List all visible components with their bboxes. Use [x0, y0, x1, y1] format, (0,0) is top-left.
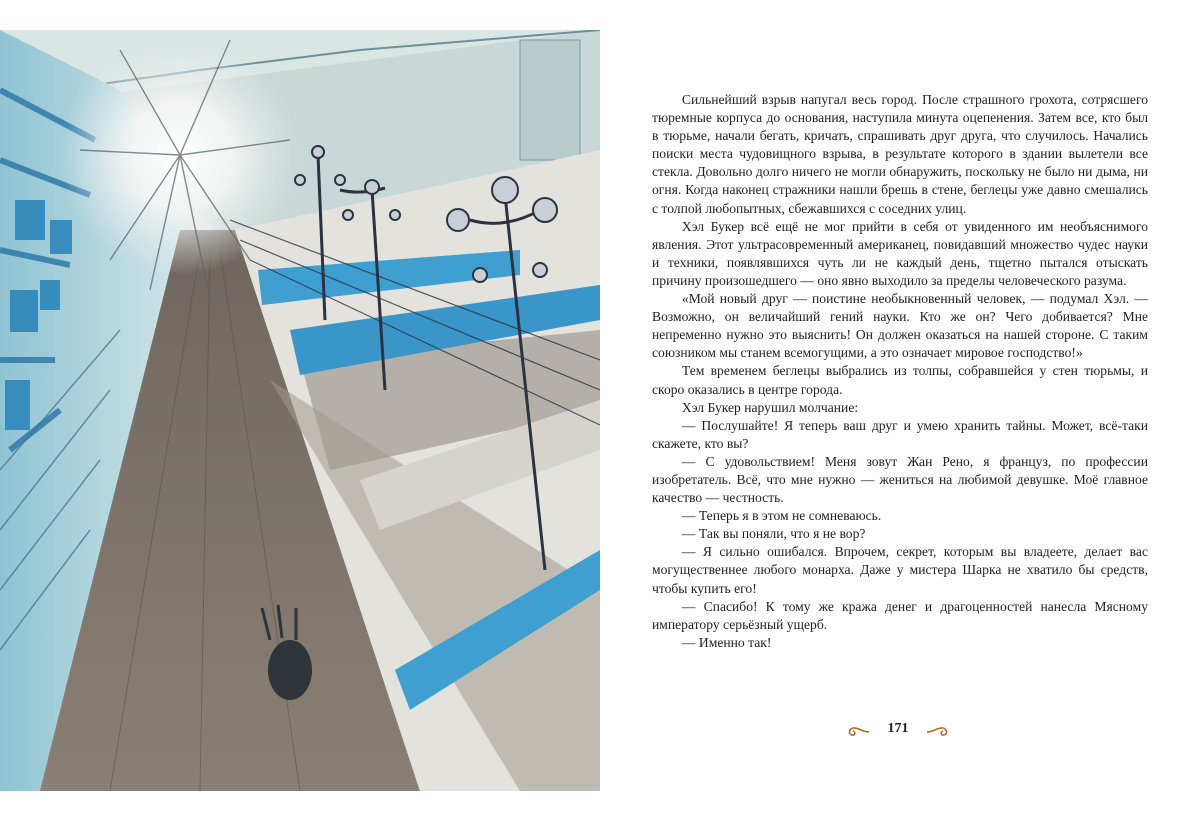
paragraph: Хэл Букер нарушил молчание:	[681, 399, 859, 415]
illustration-painting	[0, 30, 600, 791]
folio	[848, 719, 948, 743]
dialogue-line: — С удовольствием! Меня зовут Жан Рено, я француз, по профессии изобретатель. Всё, что мне нужно — жениться на любимой девушке. Моё главное качество — честность.	[652, 453, 1148, 506]
page-number: 171	[887, 721, 909, 736]
watch-tower	[520, 40, 580, 160]
dialogue-line: — Я сильно ошибался. Впрочем, секрет, которым вы владеете, делает вас могущественнее любого монарха. Даже у мистера Шарка не хватило бы средств, чтобы купить его!	[652, 544, 1148, 596]
dialogue-line: — Именно так!	[681, 634, 772, 650]
scroll-flourish-icon	[926, 725, 952, 743]
paragraph: Хэл Букер всё ещё не мог прийти в себя от увиденного им необъяснимого явления. Этот ультрасовременный американец, повидавший множество чудес науки и техники, появлявшихся чуть ли не каждый день, тщетно пытался отыскать причину произошедшего — оно явно выходило за пределы человеческого разума.	[652, 218, 1148, 288]
dialogue-line: — Теперь я в этом не сомневаюсь.	[681, 508, 882, 524]
paragraph: «Мой новый друг — поистине необыкновенный человек, — подумал Хэл. — Возможно, он величайший гений науки. Кто же он? Чего добивается? Мне непременно нужно это выяснить! Он должен оказаться на нашей стороне. С таким союзником мы станем всемогущими, а это означает мировое господство!»	[652, 291, 1148, 361]
dialogue-line: — Послушайте! Я теперь ваш друг и умею хранить тайны. Может, всё-таки скажете, кто вы?	[652, 417, 1148, 451]
fleeing-figures	[268, 640, 312, 700]
street-explosion-illustration	[0, 30, 600, 791]
text-page	[652, 91, 1148, 652]
paragraph: Тем временем беглецы выбрались из толпы, собравшейся у стен тюрьмы, и скоро оказались в центре города.	[652, 363, 1148, 397]
dialogue-line: — Так вы поняли, что я не вор?	[681, 526, 866, 542]
paragraph: Сильнейший взрыв напугал весь город. После страшного грохота, сотрясшего тюремные корпуса до основания, наступила минута оцепенения. Затем все, кто был в тюрьме, начали бегать, кричать, спрашивать друг друга, что случилось. Начались поиски места чудовищного взрыва, в результате которого в здании вылетели все стекла. Довольно долго ничего не могли обнаружить, поскольку не было ни дыма, ни огня. Когда наконец стражники нашли брешь в стене, беглецы уже давно смешались с толпой любопытных, сбежавшихся с соседних улиц.	[652, 92, 1148, 216]
dialogue-line: — Спасибо! К тому же кража денег и драгоценностей нанесла Мясному императору серьёзный ущерб.	[652, 598, 1148, 632]
